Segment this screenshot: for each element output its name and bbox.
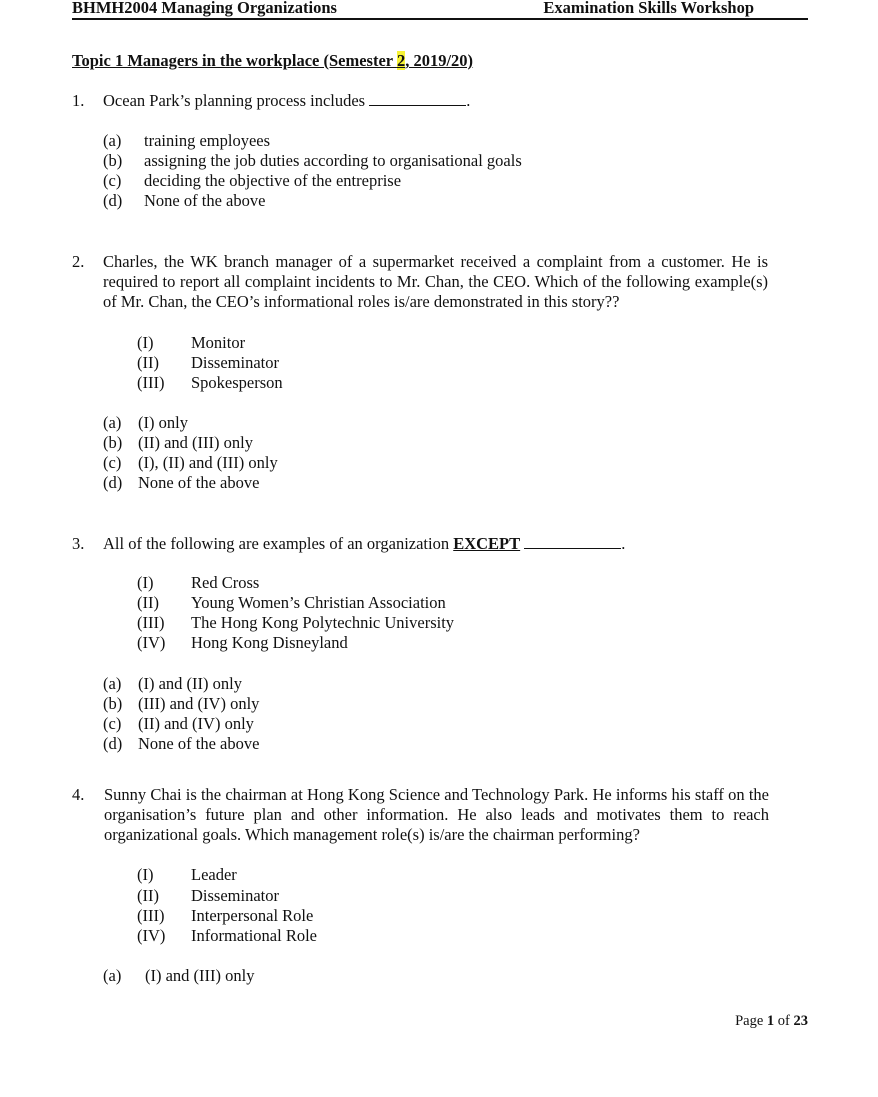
question-number: 4. [72,785,85,804]
page-footer: Page 1 of 23 [735,1013,808,1029]
question-3: 3. All of the following are examples of an organization EXCEPT . (I) Red Cross (II) Young Women’s Christian Association (III) The Hong Kong Polytechnic University (IV) Hong Kong Disneyland (a) (I) and (II) only (b) (III) and (IV) only (c) (II) and (IV) only (d) None of the above [72,534,772,759]
course-title: BHMH2004 Managing Organizations [72,0,337,17]
question-number: 3. [72,534,85,553]
total-pages: 23 [793,1013,808,1029]
topic-prefix: Topic 1 Managers in the workplace (Semester [72,51,397,70]
question-text: Sunny Chai is the chairman at Hong Kong Science and Technology Park. He informs his staff on the organisation’s future plan and other information. He also leads and motivates them to reach organizational goals. Which management role(s) is/are the chairman performing? [104,785,769,844]
current-page: 1 [766,1013,775,1029]
topic-heading [72,51,473,71]
question-text: Charles, the WK branch manager of a supermarket received a complaint from a customer. He is required to report all complaint incidents to Mr. Chan, the CEO. Which of the following example(s) of Mr. Chan, the CEO’s informational roles is/are demonstrated in this story?? [103,252,768,311]
question-1: 1. Ocean Park’s planning process includes . (a) training employees (b) assigning the job duties according to organisational goals (c) deciding the objective of the entreprise (d) None of the above [72,91,772,216]
answer-blank [524,534,621,549]
page-header [72,0,808,20]
except-emphasis: EXCEPT [453,534,521,553]
question-text: Ocean Park’s planning process includes . [103,91,471,110]
question-number: 2. [72,252,85,271]
question-2: 2. Charles, the WK branch manager of a supermarket received a complaint from a customer. He is required to report all complaint incidents to Mr. Chan, the CEO. Which of the following example(s) of Mr. Chan, the CEO’s informational roles is/are demonstrated in this story?? (I) Monitor (II) Disseminator (III) Spokesperson (a) (I) only (b) (II) and (III) only (c) (I), (II) and (III) only (d) None of the above [72,252,768,492]
topic-suffix: , 2019/20) [405,51,474,70]
topic-highlight: 2 [396,51,406,70]
workshop-title: Examination Skills Workshop [543,0,754,17]
question-4: 4. Sunny Chai is the chairman at Hong Kong Science and Technology Park. He informs his staff on the organisation’s future plan and other information. He also leads and motivates them to reach organizational goals. Which management role(s) is/are the chairman performing? (I) Leader (II) Disseminator (III) Interpersonal Role (IV) Informational Role (a) (I) and (III) only [72,785,769,985]
question-text: All of the following are examples of an organization EXCEPT . [103,534,626,553]
answer-blank [369,91,466,106]
question-number: 1. [72,91,85,110]
